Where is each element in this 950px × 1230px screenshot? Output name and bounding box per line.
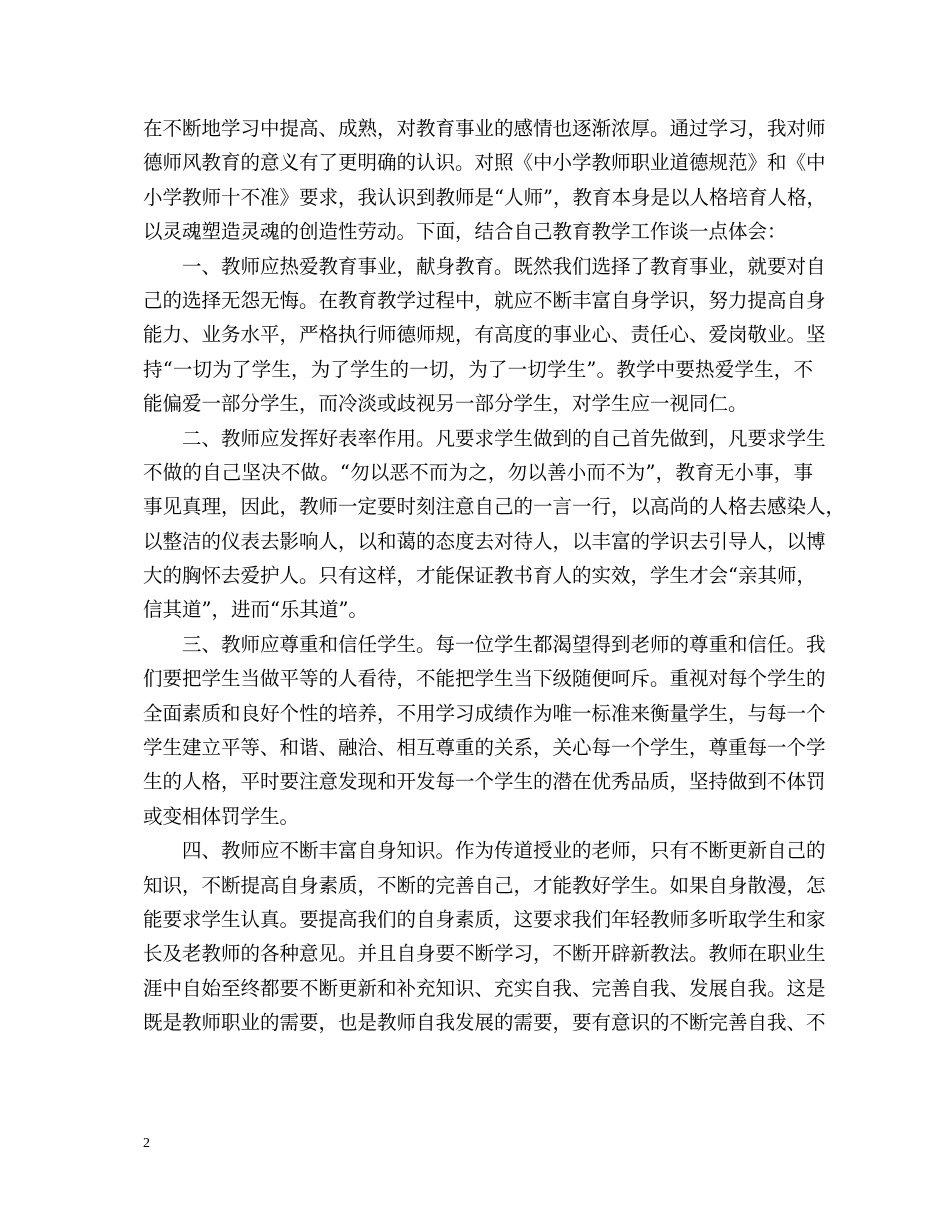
text-line: 事见真理，因此，教师一定要时刻注意自己的一言一行，以高尚的人格去感染人， xyxy=(143,495,846,519)
text-line: 长及老教师的各种意见。并且自身要不断学习，不断开辟新教法。教师在职业生 xyxy=(143,942,826,966)
text-line: 以灵魂塑造灵魂的创造性劳动。下面，结合自己教育教学工作谈一点体会： xyxy=(143,220,787,244)
text-line: 一、教师应热爱教育事业，献身教育。既然我们选择了教育事业，就要对自 xyxy=(182,254,826,278)
text-line: 能偏爱一部分学生，而冷淡或歧视另一部分学生，对学生应一视同仁。 xyxy=(143,392,748,416)
text-line: 小学教师十不准》要求，我认识到教师是“人师”，教育本身是以人格培育人格， xyxy=(143,185,826,209)
body-text xyxy=(143,112,846,1041)
text-line: 能力、业务水平，严格执行师德师规，有高度的事业心、责任心、爱岗敬业。坚 xyxy=(143,323,826,347)
text-line: 持“一切为了学生，为了学生的一切，为了一切学生”。教学中要热爱学生，不 xyxy=(143,357,813,381)
text-line: 全面素质和良好个性的培养，不用学习成绩作为唯一标准来衡量学生，与每一个 xyxy=(143,701,826,725)
text-line: 既是教师职业的需要，也是教师自我发展的需要，要有意识的不断完善自我、不 xyxy=(143,1011,826,1035)
text-line: 以整洁的仪表去影响人，以和蔼的态度去对待人，以丰富的学识去引导人，以博 xyxy=(143,529,826,553)
text-line: 能要求学生认真。要提高我们的自身素质，这要求我们年轻教师多听取学生和家 xyxy=(143,907,826,931)
text-line: 信其道”，进而“乐其道”。 xyxy=(143,598,368,622)
text-line: 不做的自己坚决不做。“勿以恶不而为之，勿以善小而不为”，教育无小事，事 xyxy=(143,460,813,484)
text-line: 大的胸怀去爱护人。只有这样，才能保证教书育人的实效，学生才会“亲其师， xyxy=(143,564,816,588)
text-line: 德师风教育的意义有了更明确的认识。对照《中小学教师职业道德规范》和《中 xyxy=(143,151,826,175)
text-line: 三、教师应尊重和信任学生。每一位学生都渴望得到老师的尊重和信任。我 xyxy=(182,632,826,656)
text-line: 或变相体罚学生。 xyxy=(143,804,300,828)
text-line: 二、教师应发挥好表率作用。凡要求学生做到的自己首先做到，凡要求学生 xyxy=(182,426,826,450)
text-line: 学生建立平等、和谐、融洽、相互尊重的关系，关心每一个学生，尊重每一个学 xyxy=(143,736,826,760)
text-line: 四、教师应不断丰富自身知识。作为传道授业的老师，只有不断更新自己的 xyxy=(182,839,826,863)
text-line: 生的人格，平时要注意发现和开发每一个学生的潜在优秀品质，坚持做到不体罚 xyxy=(143,770,826,794)
text-line: 在不断地学习中提高、成熟，对教育事业的感情也逐渐浓厚。通过学习，我对师 xyxy=(143,117,826,140)
text-line: 知识，不断提高自身素质，不断的完善自己，才能教好学生。如果自身散漫，怎 xyxy=(143,873,826,897)
page-number: 2 xyxy=(143,1136,150,1151)
text-line: 己的选择无怨无悔。在教育教学过程中，就应不断丰富自身学识，努力提高自身 xyxy=(143,288,826,312)
text-line: 涯中自始至终都要不断更新和补充知识、充实自我、完善自我、发展自我。这是 xyxy=(143,976,826,1000)
text-line: 们要把学生当做平等的人看待，不能把学生当下级随便呵斥。重视对每个学生的 xyxy=(143,667,826,691)
